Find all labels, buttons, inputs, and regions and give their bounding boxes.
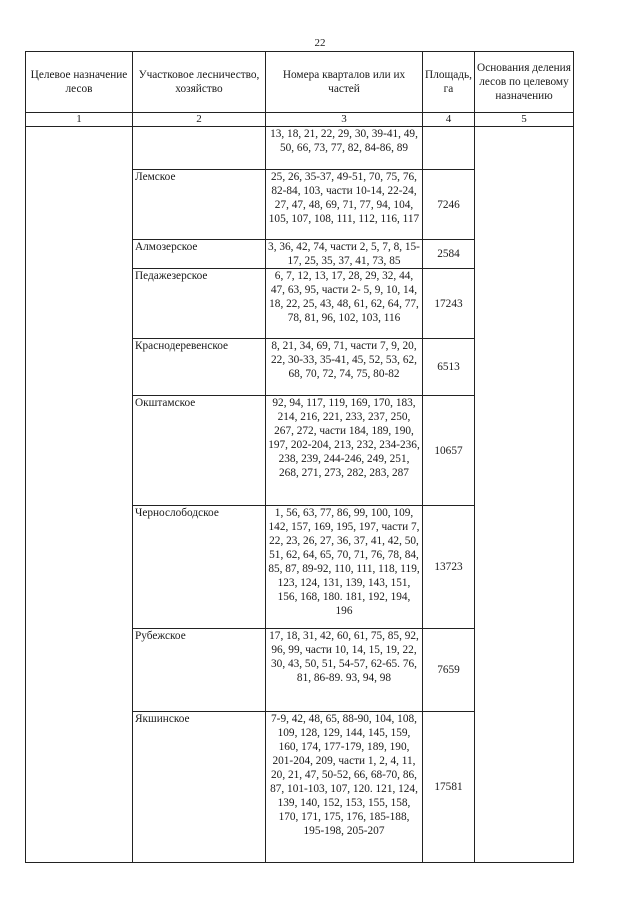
ward-cell: Чернослободское <box>133 506 266 629</box>
basis-cell <box>475 127 574 863</box>
quarters-cell: 17, 18, 31, 42, 60, 61, 75, 85, 92, 96, 99, части 10, 14, 15, 19, 22, 30, 43, 50, 51, 54-57, 62-65. 76, 81, 86-89. 93, 94, 98 <box>266 629 423 712</box>
area-cell: 13723 <box>423 506 475 629</box>
quarters-cell: 6, 7, 12, 13, 17, 28, 29, 32, 44, 47, 63, 95, части 2- 5, 9, 10, 14, 18, 22, 25, 43, 48, 61, 62, 64, 77, 78, 81, 96, 102, 103, 116 <box>266 269 423 339</box>
ward-cell: Алмозерское <box>133 240 266 269</box>
ward-cell: Рубежское <box>133 629 266 712</box>
header-purpose: Целевое назначение лесов <box>26 52 133 113</box>
purpose-cell <box>26 127 133 863</box>
area-cell: 17581 <box>423 712 475 863</box>
column-number: 4 <box>423 113 475 127</box>
forest-table <box>25 51 574 863</box>
header-row <box>26 52 574 113</box>
quarters-cell: 13, 18, 21, 22, 29, 30, 39-41, 49, 50, 66, 73, 77, 82, 84-86, 89 <box>266 127 423 170</box>
column-number: 3 <box>266 113 423 127</box>
area-cell: 7659 <box>423 629 475 712</box>
ward-cell: Педажезерское <box>133 269 266 339</box>
ward-cell: Якшинское <box>133 712 266 863</box>
header-basis: Основания деления лесов по целевому назначению <box>475 52 574 113</box>
area-cell: 2584 <box>423 240 475 269</box>
area-cell <box>423 127 475 170</box>
column-number: 1 <box>26 113 133 127</box>
area-cell: 6513 <box>423 339 475 396</box>
header-ward: Участковое лесничество, хозяйство <box>133 52 266 113</box>
area-cell: 17243 <box>423 269 475 339</box>
quarters-cell: 8, 21, 34, 69, 71, части 7, 9, 20, 22, 30-33, 35-41, 45, 52, 53, 62, 68, 70, 72, 74, 75, 80-82 <box>266 339 423 396</box>
quarters-cell: 92, 94, 117, 119, 169, 170, 183, 214, 216, 221, 233, 237, 250, 267, 272, части 184, 189, 190, 197, 202-204, 213, 232, 234-236, 238, 239, 244-246, 249, 251, 268, 271, 273, 282, 283, 287 <box>266 396 423 506</box>
area-cell: 7246 <box>423 170 475 240</box>
ward-cell <box>133 127 266 170</box>
page-number: 22 <box>314 37 326 49</box>
ward-cell: Окштамское <box>133 396 266 506</box>
column-number: 5 <box>475 113 574 127</box>
column-number: 2 <box>133 113 266 127</box>
header-quarters: Номера кварталов или их частей <box>266 52 423 113</box>
header-area: Площадь, га <box>423 52 475 113</box>
quarters-cell: 1, 56, 63, 77, 86, 99, 100, 109, 142, 157, 169, 195, 197, части 7, 22, 23, 26, 27, 36, 37, 41, 42, 50, 51, 62, 64, 65, 70, 71, 76, 78, 84, 85, 87, 89-92, 110, 111, 118, 119, 123, 124, 131, 139, 143, 151, 156, 168, 180. 181, 192, 194, 196 <box>266 506 423 629</box>
quarters-cell: 25, 26, 35-37, 49-51, 70, 75, 76, 82-84, 103, части 10-14, 22-24, 27, 47, 48, 69, 71, 77, 94, 104, 105, 107, 108, 111, 112, 116, 117 <box>266 170 423 240</box>
column-number-row <box>26 113 574 127</box>
quarters-cell: 3, 36, 42, 74, части 2, 5, 7, 8, 15-17, 25, 35, 37, 41, 73, 85 <box>266 240 423 269</box>
quarters-cell: 7-9, 42, 48, 65, 88-90, 104, 108, 109, 128, 129, 144, 145, 159, 160, 174, 177-179, 189, 190, 201-204, 209, части 1, 2, 4, 11, 20, 21, 47, 50-52, 66, 68-70, 86, 87, 101-103, 107, 120. 121, 124, 139, 140, 152, 153, 155, 158, 170, 171, 175, 176, 185-188, 195-198, 205-207 <box>266 712 423 863</box>
area-cell: 10657 <box>423 396 475 506</box>
table-row <box>26 127 574 170</box>
ward-cell: Краснодеревенское <box>133 339 266 396</box>
ward-cell: Лемское <box>133 170 266 240</box>
